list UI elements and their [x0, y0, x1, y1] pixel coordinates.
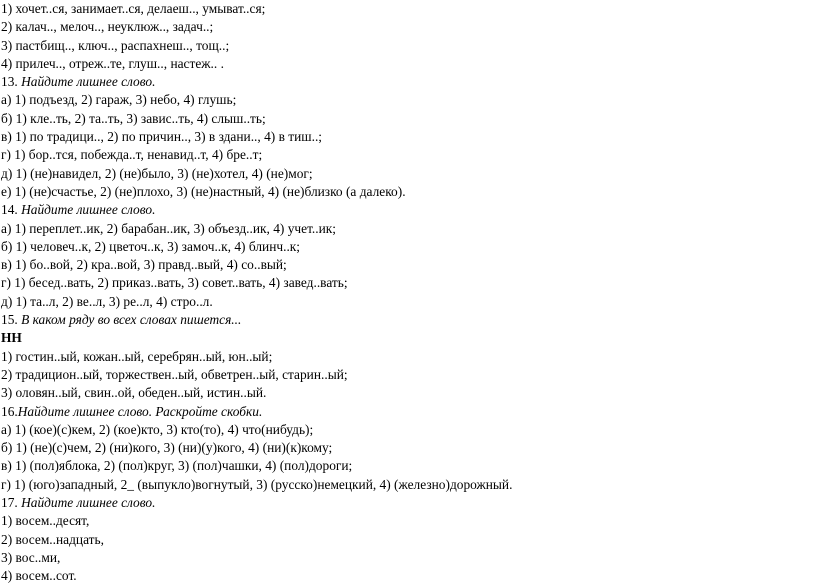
text-line: б) 1) человеч..к, 2) цветоч..к, 3) замоч..к, 4) блинч..к; [1, 238, 301, 254]
task-title: Найдите лишнее слово. [21, 495, 156, 511]
text-line: г) 1) бор..тся, побежда..т, ненавид..т, 4) бре..т; [1, 147, 263, 163]
task-title: В каком ряду во всех словах пишется... [21, 312, 242, 328]
text-line: в) 1) (пол)яблока, 2) (пол)круг, 3) (пол)чашки, 4) (пол)дороги; [1, 458, 353, 474]
task-heading [1, 403, 813, 421]
document-text [1, 0, 813, 586]
text-line: в) 1) бо..вой, 2) кра..вой, 3) правд..вый, 4) со..вый; [1, 257, 287, 273]
text-line: г) 1) бесед..вать, 2) приказ..вать, 3) совет..вать, 4) завед..вать; [1, 275, 348, 291]
text-line: е) 1) (не)счастье, 2) (не)плохо, 3) (не)настный, 4) (не)близко (а далеко). [1, 183, 406, 199]
text-line: а) 1) переплет..ик, 2) барабан..ик, 3) объезд..ик, 4) учет..ик; [1, 220, 337, 236]
task-heading [1, 73, 813, 91]
text-line: 3) вос..ми, [1, 549, 61, 565]
task-heading [1, 494, 813, 512]
task-number: 17. [1, 495, 22, 511]
text-line: 4) прилеч.., отреж..те, глуш.., настеж.. . [1, 55, 224, 71]
text-line: б) 1) кле..ть, 2) та..ть, 3) завис..ть, 4) слыш..ть; [1, 110, 266, 126]
task-heading [1, 311, 813, 329]
text-line: 3) пастбищ.., ключ.., распахнеш.., тощ..; [1, 37, 230, 53]
text-line: 3) оловян..ый, свин..ой, обеден..ый, истин..ый. [1, 385, 267, 401]
text-line: в) 1) по традици.., 2) по причин.., 3) в здани.., 4) в тиш..; [1, 129, 323, 145]
text-line: д) 1) та..л, 2) ве..л, 3) ре..л, 4) стро..л. [1, 293, 213, 309]
text-line: 4) восем..сот. [1, 568, 77, 584]
task-number: 15. [1, 312, 22, 328]
text-line: 2) калач.., мелоч.., неуклюж.., задач..; [1, 19, 214, 35]
task-number: 16. [1, 403, 18, 419]
task-number: 14. [1, 202, 22, 218]
task-title: Найдите лишнее слово. [21, 74, 156, 90]
bold-label: НН [1, 330, 22, 346]
text-line: 1) гостин..ый, кожан..ый, серебрян..ый, юн..ый; [1, 348, 273, 364]
task-heading [1, 201, 813, 219]
text-line: а) 1) (кое)(с)кем, 2) (кое)кто, 3) кто(то), 4) что(нибудь); [1, 421, 314, 437]
task-title: Найдите лишнее слово. Раскройте скобки. [17, 403, 263, 419]
text-line: а) 1) подъезд, 2) гараж, 3) небо, 4) глушь; [1, 92, 237, 108]
text-line: 1) восем..десят, [1, 513, 90, 529]
task-title: Найдите лишнее слово. [21, 202, 156, 218]
task-number: 13. [1, 74, 22, 90]
text-line: 2) восем..надцать, [1, 531, 104, 547]
text-line: г) 1) (юго)западный, 2_ (выпукло)вогнутый, 3) (русско)немецкий, 4) (железно)дорожный. [1, 476, 513, 492]
text-line: д) 1) (не)навидел, 2) (не)было, 3) (не)хотел, 4) (не)мог; [1, 165, 313, 181]
text-line: 1) хочет..ся, занимает..ся, делаеш.., умыват..ся; [1, 1, 266, 16]
text-line: б) 1) (не)(с)чем, 2) (ни)кого, 3) (ни)(у)кого, 4) (ни)(к)кому; [1, 440, 333, 456]
text-line: 2) традицион..ый, торжествен..ый, обветрен..ый, старин..ый; [1, 366, 348, 382]
